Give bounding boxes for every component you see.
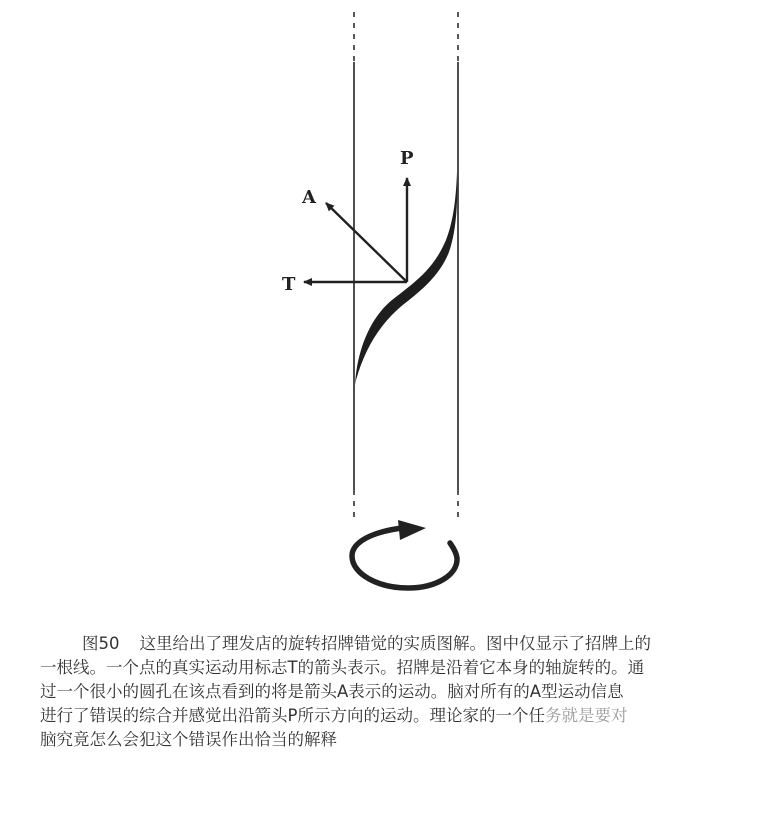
figure-number: 图50 <box>82 634 120 653</box>
caption-line-3: 过一个很小的圆孔在该点看到的将是箭头A表示的运动。脑对所有的A型运动信息 <box>40 682 624 701</box>
label-a: A <box>302 187 316 208</box>
caption-line-2: 一根线。一个点的真实运动用标志T的箭头表示。招牌是沿着它本身的轴旋转的。通 <box>40 658 645 677</box>
caption-line-4-text: 进行了错误的综合并感觉出沿箭头P所示方向的运动。理论家的一个任 <box>40 706 545 725</box>
arrow-a <box>326 203 407 282</box>
caption-line-1-text: 这里给出了理发店的旋转招牌错觉的实质图解。图中仅显示了招牌上的 <box>139 634 651 653</box>
figure-caption <box>40 632 755 752</box>
caption-line-5: 脑究竟怎么会犯这个错误作出恰当的解释 <box>40 730 337 749</box>
label-p: P <box>400 148 414 169</box>
rotation-arrow-icon <box>352 520 457 588</box>
caption-line-1 <box>40 632 755 656</box>
caption-line-4-faded: 务就是要对 <box>544 706 628 725</box>
label-t: T <box>282 274 296 295</box>
caption-line-4 <box>40 704 755 728</box>
